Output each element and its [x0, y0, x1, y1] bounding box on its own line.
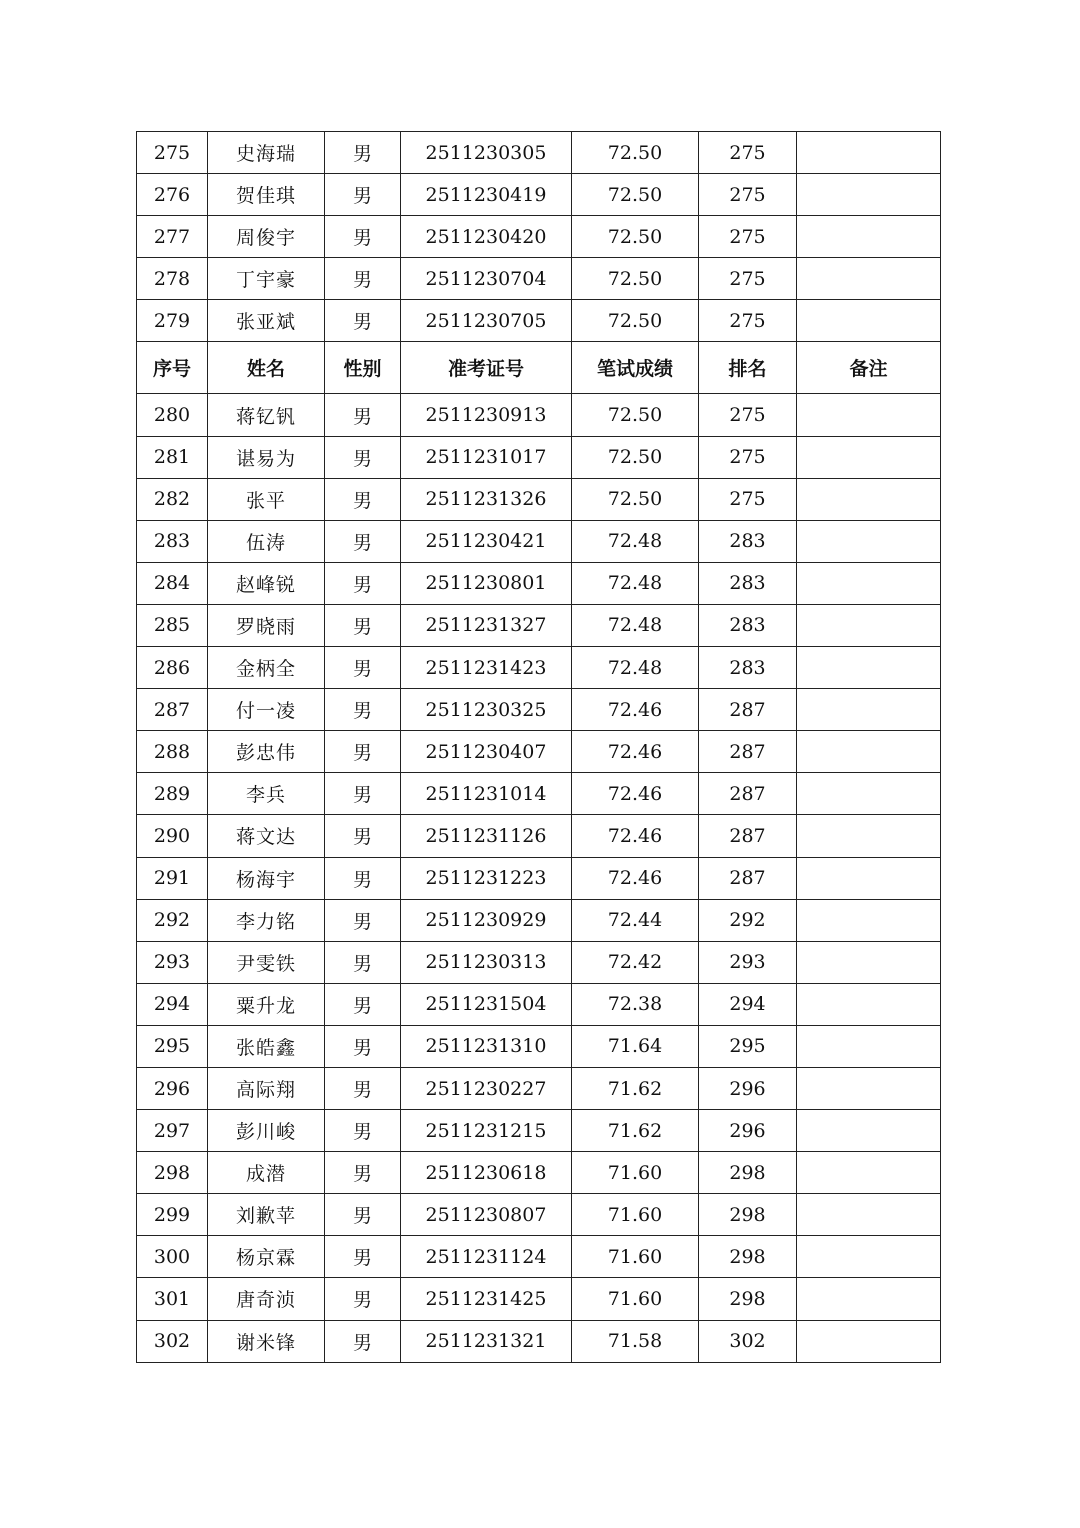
- cell-gender: 男: [325, 1194, 401, 1236]
- table-row: [137, 604, 941, 646]
- cell-gender: 男: [325, 1067, 401, 1109]
- cell-gender: 男: [325, 689, 401, 731]
- cell-gender: 男: [325, 132, 401, 174]
- table-row: [137, 132, 941, 174]
- cell-note: [797, 1278, 941, 1320]
- cell-ticket: 2511231423: [401, 647, 572, 689]
- table-body-before-header: [137, 132, 941, 342]
- cell-score: 72.48: [572, 647, 699, 689]
- table-header-group: [137, 342, 941, 394]
- cell-seq: 281: [137, 436, 208, 478]
- cell-rank: 287: [699, 689, 797, 731]
- cell-ticket: 2511231126: [401, 815, 572, 857]
- cell-gender: 男: [325, 941, 401, 983]
- cell-score: 72.48: [572, 562, 699, 604]
- cell-ticket: 2511231223: [401, 857, 572, 899]
- cell-gender: 男: [325, 258, 401, 300]
- cell-name: 彭川峻: [208, 1110, 325, 1152]
- cell-note: [797, 562, 941, 604]
- cell-score: 72.50: [572, 478, 699, 520]
- cell-ticket: 2511230704: [401, 258, 572, 300]
- cell-score: 72.46: [572, 815, 699, 857]
- cell-rank: 283: [699, 520, 797, 562]
- cell-seq: 278: [137, 258, 208, 300]
- cell-score: 72.50: [572, 174, 699, 216]
- table-row: [137, 941, 941, 983]
- cell-rank: 287: [699, 857, 797, 899]
- cell-gender: 男: [325, 478, 401, 520]
- cell-name: 金柄全: [208, 647, 325, 689]
- table-row: [137, 1320, 941, 1362]
- results-table: [136, 131, 941, 1363]
- column-header-row: [137, 342, 941, 394]
- cell-ticket: 2511231326: [401, 478, 572, 520]
- cell-gender: 男: [325, 647, 401, 689]
- cell-note: [797, 815, 941, 857]
- cell-ticket: 2511230807: [401, 1194, 572, 1236]
- cell-name: 杨海宇: [208, 857, 325, 899]
- cell-ticket: 2511230407: [401, 731, 572, 773]
- cell-score: 71.60: [572, 1194, 699, 1236]
- header-name: 姓名: [208, 342, 325, 394]
- table-row: [137, 478, 941, 520]
- cell-ticket: 2511230420: [401, 216, 572, 258]
- cell-rank: 275: [699, 174, 797, 216]
- cell-note: [797, 1025, 941, 1067]
- cell-seq: 284: [137, 562, 208, 604]
- cell-seq: 283: [137, 520, 208, 562]
- table-row: [137, 520, 941, 562]
- table-row: [137, 899, 941, 941]
- cell-name: 张亚斌: [208, 300, 325, 342]
- table-row: [137, 1067, 941, 1109]
- cell-ticket: 2511230421: [401, 520, 572, 562]
- cell-seq: 282: [137, 478, 208, 520]
- cell-seq: 287: [137, 689, 208, 731]
- cell-seq: 297: [137, 1110, 208, 1152]
- cell-note: [797, 1110, 941, 1152]
- table-row: [137, 258, 941, 300]
- cell-name: 唐奇浈: [208, 1278, 325, 1320]
- header-rank: 排名: [699, 342, 797, 394]
- cell-score: 71.62: [572, 1067, 699, 1109]
- cell-name: 李兵: [208, 773, 325, 815]
- cell-name: 杨京霖: [208, 1236, 325, 1278]
- cell-name: 李力铭: [208, 899, 325, 941]
- cell-gender: 男: [325, 562, 401, 604]
- cell-name: 成潜: [208, 1152, 325, 1194]
- table-row: [137, 436, 941, 478]
- cell-ticket: 2511231425: [401, 1278, 572, 1320]
- cell-score: 71.60: [572, 1236, 699, 1278]
- cell-score: 71.60: [572, 1278, 699, 1320]
- table-row: [137, 300, 941, 342]
- cell-note: [797, 478, 941, 520]
- cell-score: 72.50: [572, 132, 699, 174]
- cell-gender: 男: [325, 1278, 401, 1320]
- cell-score: 71.60: [572, 1152, 699, 1194]
- cell-gender: 男: [325, 604, 401, 646]
- cell-gender: 男: [325, 300, 401, 342]
- cell-note: [797, 773, 941, 815]
- cell-gender: 男: [325, 857, 401, 899]
- cell-seq: 294: [137, 983, 208, 1025]
- cell-note: [797, 731, 941, 773]
- cell-ticket: 2511230705: [401, 300, 572, 342]
- cell-name: 赵峰锐: [208, 562, 325, 604]
- cell-name: 伍涛: [208, 520, 325, 562]
- cell-ticket: 2511231327: [401, 604, 572, 646]
- cell-ticket: 2511230913: [401, 394, 572, 436]
- table-row: [137, 1278, 941, 1320]
- cell-seq: 293: [137, 941, 208, 983]
- cell-rank: 275: [699, 300, 797, 342]
- cell-rank: 283: [699, 647, 797, 689]
- cell-rank: 287: [699, 731, 797, 773]
- cell-rank: 298: [699, 1152, 797, 1194]
- cell-rank: 283: [699, 604, 797, 646]
- cell-gender: 男: [325, 216, 401, 258]
- cell-score: 72.46: [572, 773, 699, 815]
- cell-score: 72.50: [572, 394, 699, 436]
- table-row: [137, 815, 941, 857]
- cell-name: 贺佳琪: [208, 174, 325, 216]
- cell-seq: 296: [137, 1067, 208, 1109]
- cell-rank: 275: [699, 132, 797, 174]
- cell-seq: 301: [137, 1278, 208, 1320]
- table-row: [137, 689, 941, 731]
- cell-score: 72.44: [572, 899, 699, 941]
- table-row: [137, 394, 941, 436]
- cell-score: 71.62: [572, 1110, 699, 1152]
- cell-gender: 男: [325, 815, 401, 857]
- cell-seq: 295: [137, 1025, 208, 1067]
- cell-score: 72.50: [572, 436, 699, 478]
- cell-note: [797, 647, 941, 689]
- cell-note: [797, 258, 941, 300]
- cell-note: [797, 1067, 941, 1109]
- cell-rank: 275: [699, 394, 797, 436]
- table-row: [137, 174, 941, 216]
- table-row: [137, 1236, 941, 1278]
- table-row: [137, 1194, 941, 1236]
- cell-seq: 286: [137, 647, 208, 689]
- cell-note: [797, 300, 941, 342]
- cell-rank: 275: [699, 436, 797, 478]
- cell-name: 张皓鑫: [208, 1025, 325, 1067]
- header-gender: 性别: [325, 342, 401, 394]
- cell-ticket: 2511230227: [401, 1067, 572, 1109]
- cell-gender: 男: [325, 983, 401, 1025]
- cell-score: 71.58: [572, 1320, 699, 1362]
- cell-ticket: 2511230801: [401, 562, 572, 604]
- cell-seq: 285: [137, 604, 208, 646]
- cell-name: 高际翔: [208, 1067, 325, 1109]
- cell-seq: 291: [137, 857, 208, 899]
- cell-seq: 289: [137, 773, 208, 815]
- cell-name: 蒋钇钒: [208, 394, 325, 436]
- cell-score: 72.46: [572, 689, 699, 731]
- table-row: [137, 562, 941, 604]
- cell-ticket: 2511230325: [401, 689, 572, 731]
- cell-note: [797, 132, 941, 174]
- cell-seq: 299: [137, 1194, 208, 1236]
- cell-rank: 287: [699, 815, 797, 857]
- cell-name: 彭忠伟: [208, 731, 325, 773]
- cell-note: [797, 983, 941, 1025]
- cell-score: 72.42: [572, 941, 699, 983]
- cell-name: 蒋文达: [208, 815, 325, 857]
- table-body-after-header: [137, 394, 941, 1362]
- cell-note: [797, 174, 941, 216]
- cell-score: 72.50: [572, 216, 699, 258]
- table-row: [137, 647, 941, 689]
- header-score: 笔试成绩: [572, 342, 699, 394]
- cell-gender: 男: [325, 773, 401, 815]
- cell-gender: 男: [325, 1320, 401, 1362]
- cell-note: [797, 520, 941, 562]
- cell-score: 72.46: [572, 731, 699, 773]
- table-row: [137, 983, 941, 1025]
- cell-rank: 296: [699, 1110, 797, 1152]
- cell-name: 谢米锋: [208, 1320, 325, 1362]
- table-row: [137, 1152, 941, 1194]
- cell-name: 罗晓雨: [208, 604, 325, 646]
- cell-seq: 279: [137, 300, 208, 342]
- cell-name: 谌易为: [208, 436, 325, 478]
- cell-ticket: 2511231321: [401, 1320, 572, 1362]
- cell-rank: 298: [699, 1236, 797, 1278]
- cell-note: [797, 216, 941, 258]
- cell-note: [797, 689, 941, 731]
- cell-gender: 男: [325, 436, 401, 478]
- cell-seq: 292: [137, 899, 208, 941]
- cell-score: 72.50: [572, 300, 699, 342]
- cell-rank: 275: [699, 478, 797, 520]
- cell-seq: 277: [137, 216, 208, 258]
- cell-rank: 295: [699, 1025, 797, 1067]
- cell-score: 72.50: [572, 258, 699, 300]
- cell-note: [797, 1320, 941, 1362]
- cell-rank: 294: [699, 983, 797, 1025]
- cell-name: 丁宇豪: [208, 258, 325, 300]
- cell-ticket: 2511231124: [401, 1236, 572, 1278]
- cell-rank: 287: [699, 773, 797, 815]
- cell-seq: 302: [137, 1320, 208, 1362]
- cell-seq: 298: [137, 1152, 208, 1194]
- cell-seq: 275: [137, 132, 208, 174]
- table-row: [137, 1110, 941, 1152]
- cell-note: [797, 604, 941, 646]
- cell-gender: 男: [325, 731, 401, 773]
- cell-seq: 290: [137, 815, 208, 857]
- cell-ticket: 2511231017: [401, 436, 572, 478]
- cell-ticket: 2511231215: [401, 1110, 572, 1152]
- table-row: [137, 731, 941, 773]
- cell-note: [797, 1152, 941, 1194]
- cell-name: 粟升龙: [208, 983, 325, 1025]
- cell-gender: 男: [325, 1110, 401, 1152]
- cell-seq: 288: [137, 731, 208, 773]
- cell-gender: 男: [325, 1025, 401, 1067]
- cell-rank: 298: [699, 1278, 797, 1320]
- cell-name: 史海瑞: [208, 132, 325, 174]
- cell-note: [797, 899, 941, 941]
- cell-seq: 276: [137, 174, 208, 216]
- table-row: [137, 773, 941, 815]
- table-row: [137, 216, 941, 258]
- header-ticket: 准考证号: [401, 342, 572, 394]
- table-row: [137, 1025, 941, 1067]
- cell-gender: 男: [325, 174, 401, 216]
- cell-seq: 280: [137, 394, 208, 436]
- cell-ticket: 2511230313: [401, 941, 572, 983]
- cell-rank: 292: [699, 899, 797, 941]
- cell-seq: 300: [137, 1236, 208, 1278]
- cell-note: [797, 394, 941, 436]
- cell-gender: 男: [325, 394, 401, 436]
- cell-rank: 293: [699, 941, 797, 983]
- cell-note: [797, 436, 941, 478]
- header-seq: 序号: [137, 342, 208, 394]
- cell-gender: 男: [325, 1236, 401, 1278]
- cell-rank: 283: [699, 562, 797, 604]
- cell-rank: 298: [699, 1194, 797, 1236]
- cell-name: 周俊宇: [208, 216, 325, 258]
- cell-score: 72.38: [572, 983, 699, 1025]
- cell-rank: 296: [699, 1067, 797, 1109]
- cell-score: 71.64: [572, 1025, 699, 1067]
- cell-name: 张平: [208, 478, 325, 520]
- table-row: [137, 857, 941, 899]
- cell-name: 尹雯铁: [208, 941, 325, 983]
- cell-ticket: 2511230305: [401, 132, 572, 174]
- cell-score: 72.48: [572, 520, 699, 562]
- cell-score: 72.46: [572, 857, 699, 899]
- cell-gender: 男: [325, 899, 401, 941]
- cell-note: [797, 1236, 941, 1278]
- cell-ticket: 2511230419: [401, 174, 572, 216]
- header-note: 备注: [797, 342, 941, 394]
- cell-ticket: 2511231310: [401, 1025, 572, 1067]
- cell-name: 付一凌: [208, 689, 325, 731]
- cell-rank: 302: [699, 1320, 797, 1362]
- cell-name: 刘歉苹: [208, 1194, 325, 1236]
- cell-note: [797, 1194, 941, 1236]
- cell-note: [797, 857, 941, 899]
- cell-ticket: 2511231504: [401, 983, 572, 1025]
- cell-gender: 男: [325, 520, 401, 562]
- cell-rank: 275: [699, 258, 797, 300]
- cell-ticket: 2511231014: [401, 773, 572, 815]
- cell-rank: 275: [699, 216, 797, 258]
- cell-note: [797, 941, 941, 983]
- cell-score: 72.48: [572, 604, 699, 646]
- cell-ticket: 2511230929: [401, 899, 572, 941]
- cell-ticket: 2511230618: [401, 1152, 572, 1194]
- cell-gender: 男: [325, 1152, 401, 1194]
